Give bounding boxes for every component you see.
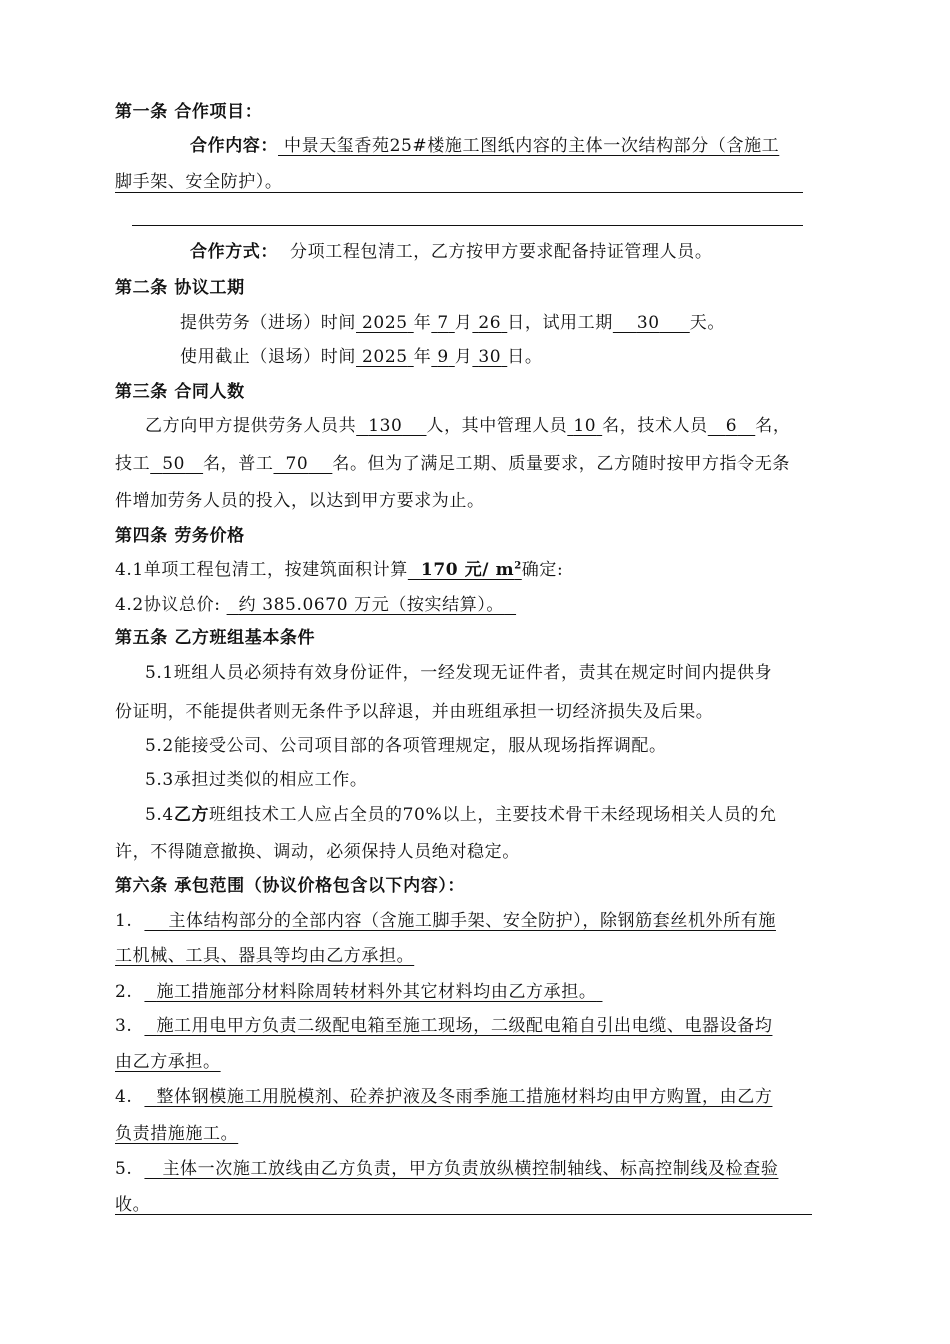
total-count: 130: [368, 416, 403, 436]
total-price-line: [115, 593, 516, 617]
condition-5-2: 5.2能接受公司、公司项目部的各项管理规定，服从现场指挥调配。: [145, 736, 667, 756]
headcount-line-1: [145, 414, 790, 438]
end-suffix: 日。: [507, 347, 543, 367]
item-text: 施工措施部分材料除周转材料外其它材料均由乙方承担。: [156, 982, 597, 1002]
headcount-line-3: 件增加劳务人员的投入，以达到甲方要求为止。: [115, 491, 485, 511]
unit-price-suffix: 确定:: [521, 560, 564, 580]
headcount-text: 名，: [755, 416, 791, 436]
condition-5-1-line-2: 份证明，不能提供者则无条件予以辞退，并由班组承担一切经济损失及后果。: [115, 702, 714, 722]
condition-5-1-line-1: 5.1班组人员必须持有效身份证件，一经发现无证件者，责其在规定时间内提供身: [145, 663, 773, 683]
year-char: 年: [413, 347, 432, 367]
headcount-text: 名，技术人员: [602, 416, 708, 436]
article-1-heading: 第一条 合作项目：: [115, 102, 263, 122]
technical-count: 6: [725, 416, 738, 436]
start-year: 2025: [362, 313, 408, 333]
unit-price-value: 170 元/ $m^2$: [420, 560, 522, 580]
end-date-line: [180, 345, 542, 369]
item-text: 整体钢模施工用脱模剂、砼养护液及冬雨季施工措施材料均由甲方购置，由乙方: [156, 1087, 773, 1107]
scope-item-1-line-1: [115, 909, 776, 933]
cooperation-content-label: 合作内容：: [190, 136, 278, 156]
day-unit: 天。: [689, 313, 725, 333]
trial-days: 30: [636, 313, 660, 333]
unit-price-line: [115, 558, 563, 582]
start-month: 7: [437, 313, 449, 333]
total-price-value: 约 385.0670 万元（按实结算）。: [238, 595, 505, 615]
item-number: 5.: [115, 1159, 133, 1179]
headcount-text: 乙方向甲方提供劳务人员共: [145, 416, 357, 436]
article-4-heading: 第四条 劳务价格: [115, 526, 245, 546]
article-6-heading: 第六条 承包范围（协议价格包含以下内容）：: [115, 876, 466, 896]
cooperation-content-text: 中景天玺香苑25#楼施工图纸内容的主体一次结构部分（含施工: [278, 136, 780, 156]
item-number: 1.: [115, 911, 133, 931]
item-text: 主体一次施工放线由乙方负责，甲方负责放纵横控制轴线、标高控制线及检查验: [162, 1159, 779, 1179]
article-5-heading: 第五条 乙方班组基本条件: [115, 628, 316, 648]
scope-item-4-line-2: 负责措施施工。: [115, 1124, 239, 1144]
end-month: 9: [437, 347, 449, 367]
general-count: 70: [285, 454, 309, 474]
item-number: 3.: [115, 1016, 133, 1036]
start-date-label: 提供劳务（进场）时间: [180, 313, 356, 333]
year-char: 年: [413, 313, 432, 333]
scope-item-5-line-1: [115, 1157, 778, 1181]
scope-item-3-line-2: 由乙方承担。: [115, 1052, 221, 1072]
scope-item-3-line-1: [115, 1014, 772, 1038]
item-number: 4.: [115, 1087, 133, 1107]
item-text: 施工用电甲方负责二级配电箱至施工现场，二级配电箱自引出电缆、电器设备均: [156, 1016, 773, 1036]
condition-text: 班组技术工人应占全员的70%以上，主要技术骨干未经现场相关人员的允: [209, 805, 777, 825]
headcount-text: 名，普工: [203, 454, 274, 474]
condition-5-4-line-2: 许，不得随意撤换、调动，必须保持人员绝对稳定。: [115, 842, 520, 862]
start-date-line: [180, 311, 725, 335]
end-year: 2025: [362, 347, 408, 367]
skilled-count: 50: [162, 454, 186, 474]
scope-item-5-line-2: 收。: [115, 1195, 151, 1215]
unit-price-label: 4.1单项工程包清工，按建筑面积计算: [115, 560, 408, 580]
cooperation-content-continued: 脚手架、安全防护）。: [115, 172, 283, 192]
headcount-text: 技工: [115, 454, 151, 474]
headcount-text: 人，其中管理人员: [426, 416, 568, 436]
article-3-heading: 第三条 合同人数: [115, 382, 245, 402]
total-price-label: 4.2协议总价:: [115, 595, 221, 615]
underline-rule: [115, 1214, 812, 1215]
scope-item-1-line-2: 工机械、工具、器具等均由乙方承担。: [115, 946, 415, 966]
end-day: 30: [478, 347, 502, 367]
blank-underline-rule: [132, 225, 803, 226]
condition-number: 5.4: [145, 805, 174, 825]
trial-label: 日，试用工期: [507, 313, 613, 333]
underline-rule: [115, 192, 803, 193]
management-count: 10: [573, 416, 597, 436]
cooperation-mode-line: [190, 240, 712, 264]
item-number: 2.: [115, 982, 133, 1002]
party-b: 乙方: [173, 805, 210, 825]
condition-5-4-line-1: [145, 803, 777, 827]
item-text: 主体结构部分的全部内容（含施工脚手架、安全防护），除钢筋套丝机外所有施: [168, 911, 776, 931]
scope-item-2: [115, 980, 602, 1004]
cooperation-mode-text: 分项工程包清工，乙方按甲方要求配备持证管理人员。: [290, 242, 713, 262]
month-char: 月: [454, 313, 473, 333]
cooperation-content-line: [190, 134, 779, 158]
headcount-line-2: [115, 452, 790, 476]
cooperation-mode-label: 合作方式：: [190, 242, 278, 262]
headcount-text: 名。但为了满足工期、质量要求，乙方随时按甲方指令无条: [332, 454, 790, 474]
month-char: 月: [454, 347, 473, 367]
scope-item-4-line-1: [115, 1085, 772, 1109]
start-day: 26: [478, 313, 502, 333]
condition-5-3: 5.3承担过类似的相应工作。: [145, 770, 368, 790]
article-2-heading: 第二条 协议工期: [115, 278, 245, 298]
end-date-label: 使用截止（退场）时间: [180, 347, 356, 367]
